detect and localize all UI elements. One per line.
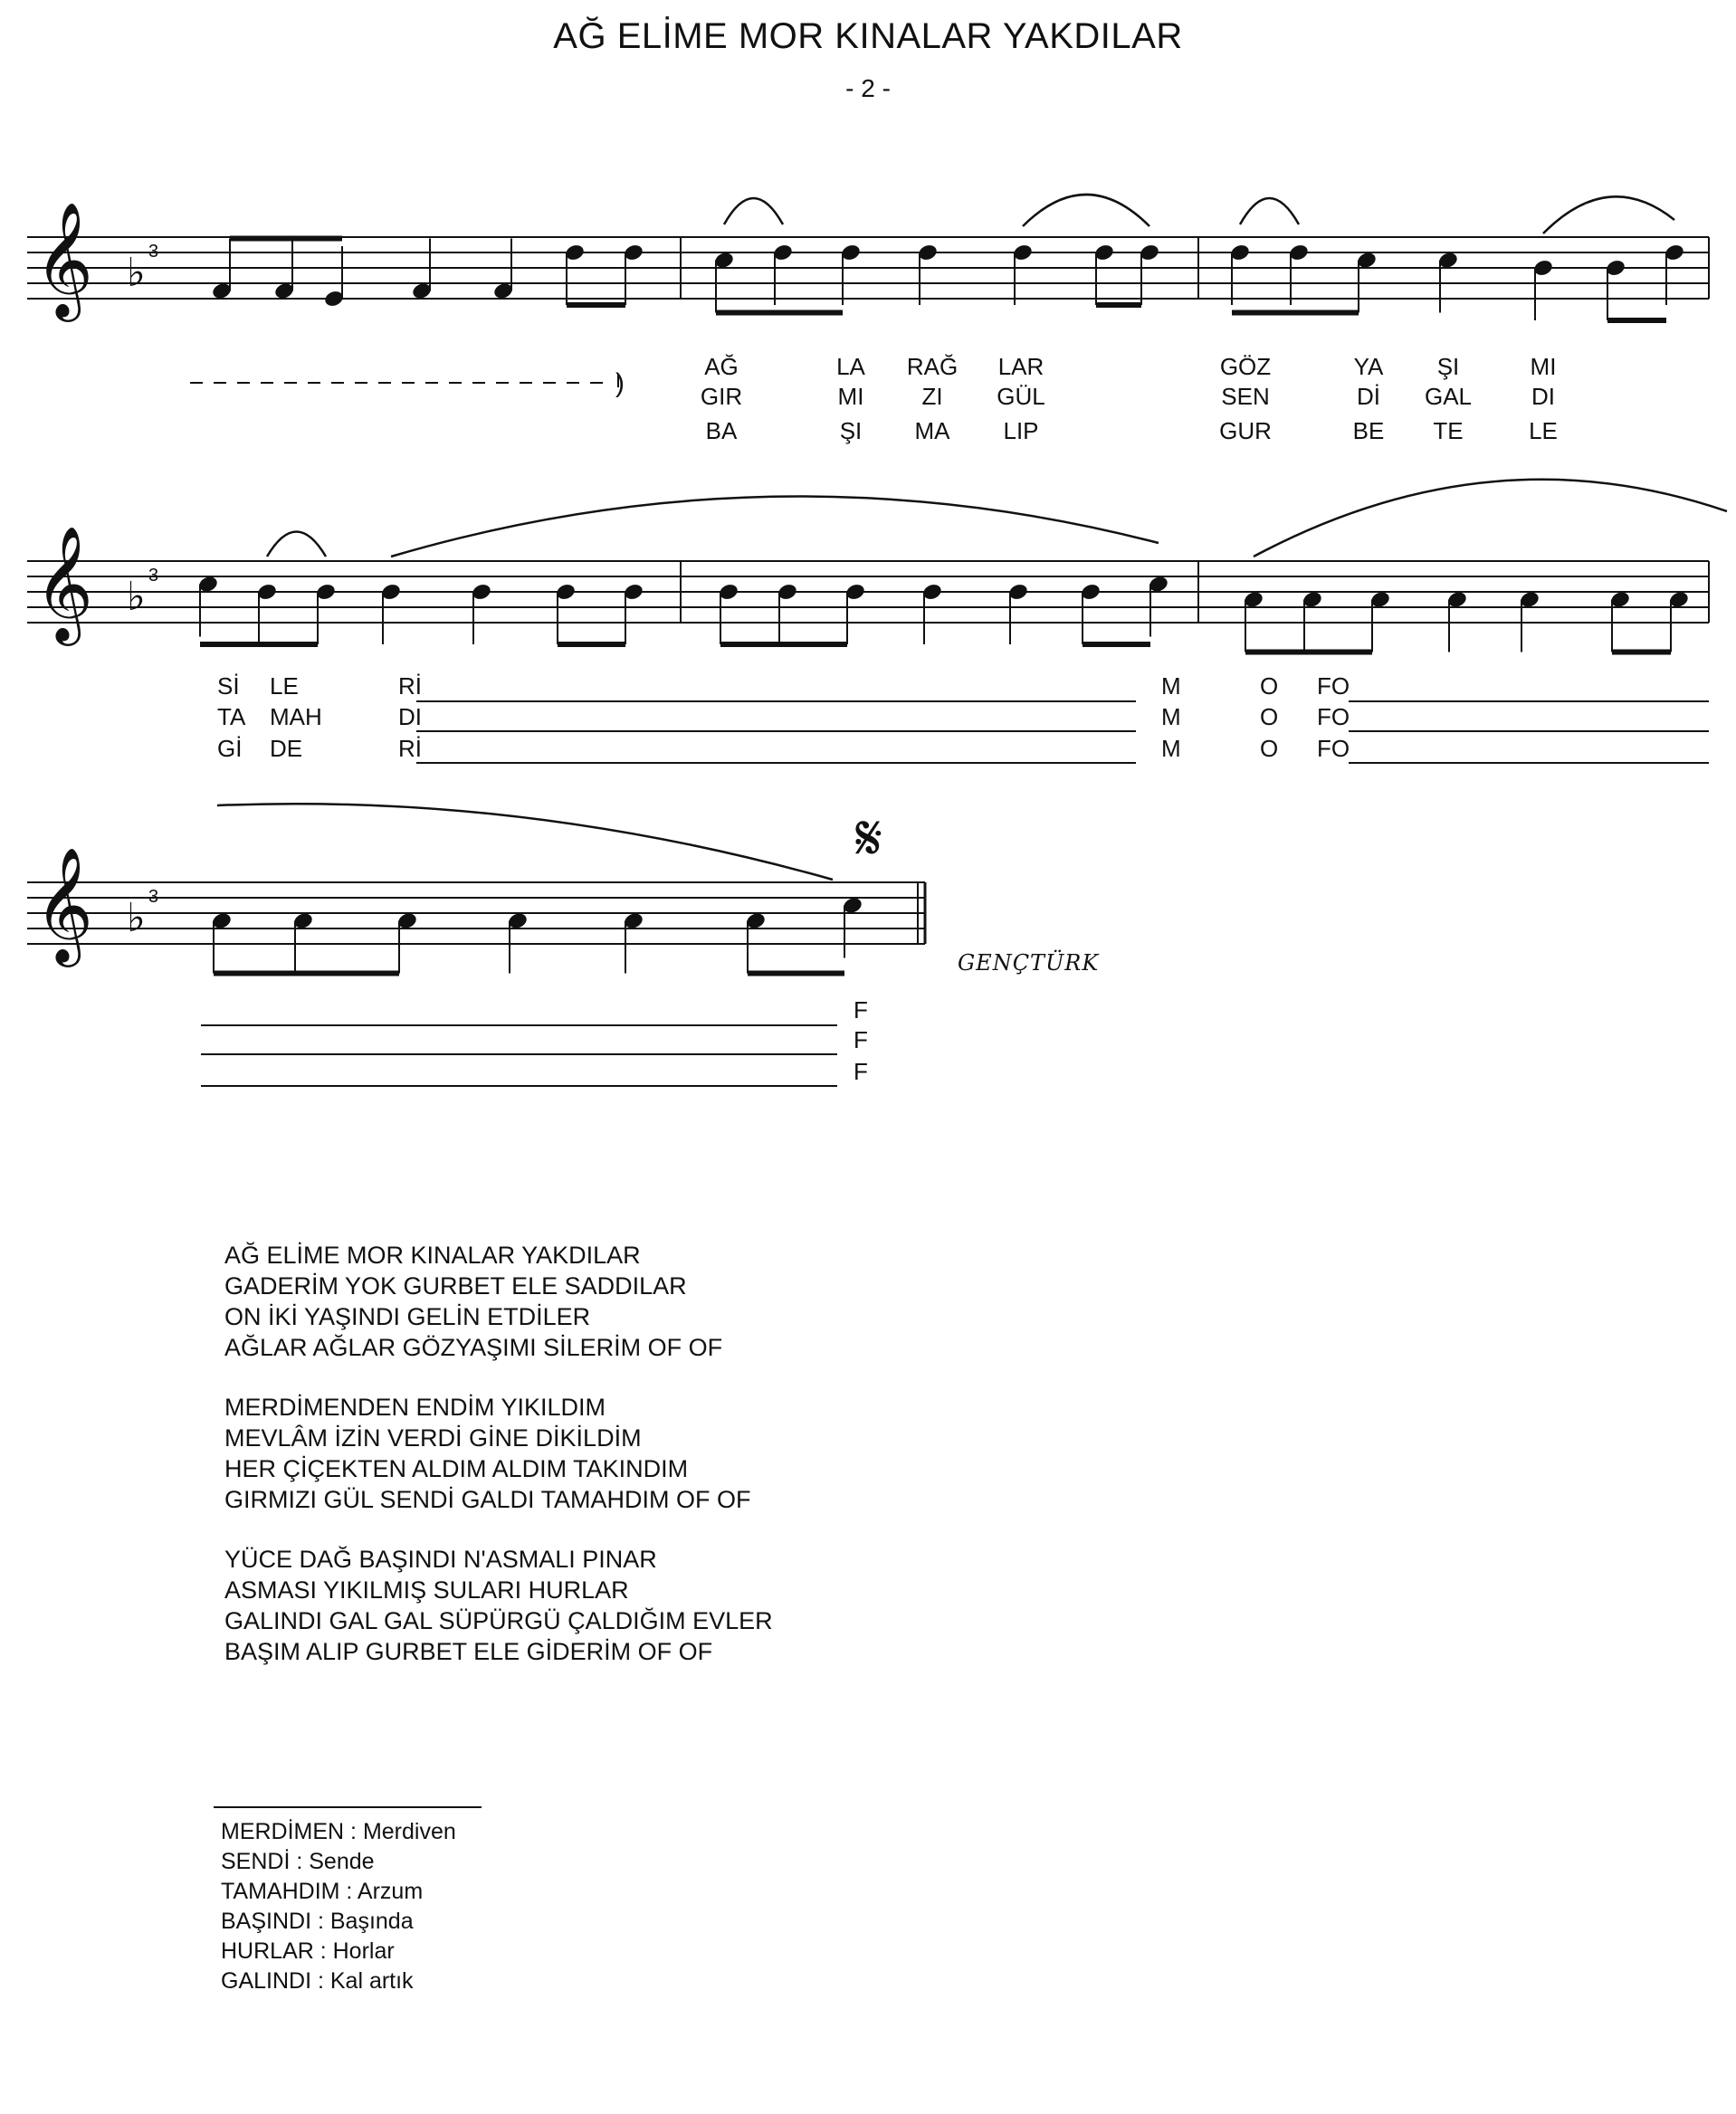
lyric-syllable: GÖZ (1219, 353, 1272, 380)
lyric-syllable: O (1260, 703, 1279, 730)
lyric-syllable: LE (1529, 417, 1558, 444)
lyric-syllable: FO (1317, 735, 1350, 762)
lyric-syllable: M (1161, 672, 1181, 700)
lyric-syllable: M (1161, 735, 1181, 762)
stanza-line: ASMASI YIKILMIŞ SULARI HURLAR (224, 1576, 629, 1604)
lyric-syllable: Rİ (398, 735, 422, 762)
glossary (221, 1817, 456, 1996)
lyric-syllable: TE (1433, 417, 1464, 444)
lyric-syllable: RAĞ (906, 353, 959, 380)
flat-icon: ♭ (127, 250, 146, 296)
stanza-line: BAŞIM ALIP GURBET ELE GİDERİM OF OF (224, 1638, 713, 1665)
lyric-syllable: MI (837, 383, 864, 410)
lyric-syllable: F (854, 996, 868, 1024)
glossary-entry: BAŞINDI : Başında (221, 1909, 414, 1934)
stanza-line: GALINDI GAL GAL SÜPÜRGÜ ÇALDIĞIM EVLER (224, 1607, 773, 1634)
lyric-syllable: GUR (1219, 417, 1272, 444)
lyric-syllable: ŞI (839, 417, 863, 444)
lyric-syllable: DE (270, 735, 303, 762)
lyric-syllable: LIP (1003, 417, 1039, 444)
signature: GENÇTÜRK (958, 950, 1100, 976)
lyric-syllable: LAR (997, 353, 1044, 380)
stanza-line: GADERİM YOK GURBET ELE SADDILAR (224, 1272, 687, 1300)
lyric-syllable: MI (1530, 353, 1557, 380)
lyric-syllable: Sİ (217, 672, 240, 700)
lyric-syllable: TA (217, 703, 246, 730)
lyric-syllable: Gİ (217, 735, 243, 762)
slur (1023, 195, 1149, 226)
stanza-line: YÜCE DAĞ BAŞINDI N'ASMALI PINAR (224, 1546, 657, 1573)
lyric-syllable: GIR (700, 383, 743, 410)
stanza-3 (224, 1544, 773, 1667)
stanza-line: MEVLÂM İZİN VERDİ GİNE DİKİLDİM (224, 1424, 642, 1452)
stanza-2 (224, 1392, 773, 1515)
lyric-syllable: MAH (270, 703, 322, 730)
segno-icon: 𝄋 (855, 801, 883, 875)
lyric-syllable: GAL (1424, 383, 1473, 410)
flat-icon: ♭ (127, 895, 146, 941)
lyric-syllable: BE (1352, 417, 1385, 444)
lyric-syllable: ŞI (1436, 353, 1460, 380)
slur (724, 198, 783, 224)
treble-clef-icon: 𝄞 (34, 201, 94, 317)
glossary-entry: HURLAR : Horlar (221, 1938, 395, 1964)
staff-marker: 3 (148, 566, 159, 586)
lyric-syllable: SEN (1221, 383, 1270, 410)
page-number: - 2 - (845, 74, 891, 102)
song-text (224, 1240, 773, 1696)
stanza-line: GIRMIZI GÜL SENDİ GALDI TAMAHDIM OF OF (224, 1486, 751, 1513)
lyric-syllable: O (1260, 672, 1279, 700)
glossary-entry: SENDİ : Sende (221, 1849, 375, 1874)
stanza-line: MERDİMENDEN ENDİM YIKILDIM (224, 1394, 606, 1421)
lyric-syllable: AĞ (704, 353, 739, 380)
stanza-line: HER ÇİÇEKTEN ALDIM ALDIM TAKINDIM (224, 1455, 689, 1482)
lyric-syllable: Rİ (398, 672, 422, 700)
slur (217, 804, 833, 880)
lyric-syllable: FO (1317, 703, 1350, 730)
stanza-line: ON İKİ YAŞINDI GELİN ETDİLER (224, 1303, 591, 1330)
slur (1254, 480, 1727, 557)
stanza-line: AĞ ELİME MOR KINALAR YAKDILAR (224, 1242, 641, 1269)
staff-marker: 3 (148, 887, 159, 907)
lyric-syllable: YA (1353, 353, 1384, 380)
lyric-syllable: F (854, 1058, 868, 1085)
lyric-syllable: MA (914, 417, 950, 444)
glossary-divider (214, 1806, 482, 1808)
slur (1543, 196, 1674, 233)
slur (1240, 198, 1299, 224)
lyric-syllable: F (854, 1026, 868, 1053)
lyric-syllable: O (1260, 735, 1279, 762)
glossary-entry: MERDİMEN : Merdiven (221, 1819, 456, 1844)
lyric-syllable: Dİ (1357, 383, 1380, 410)
page-title: AĞ ELİME MOR KINALAR YAKDILAR (553, 16, 1183, 56)
lyric-syllable: DI (1531, 383, 1555, 410)
stanza-1 (224, 1240, 773, 1363)
flat-icon: ♭ (127, 574, 146, 620)
lyric-syllable: FO (1317, 672, 1350, 700)
lyric-syllable: GÜL (997, 383, 1045, 410)
treble-clef-icon: 𝄞 (34, 846, 94, 962)
glossary-entry: TAMAHDIM : Arzum (221, 1879, 424, 1904)
treble-clef-icon: 𝄞 (34, 525, 94, 641)
lyric-syllable: LE (270, 672, 299, 700)
closing-paren: ) (615, 368, 625, 398)
staff-marker: 3 (148, 242, 159, 262)
lyric-syllable: LA (836, 353, 865, 380)
slur (391, 497, 1159, 557)
lyric-syllable: ZI (921, 383, 943, 410)
lyric-syllable: M (1161, 703, 1181, 730)
slur (267, 532, 326, 557)
glossary-entry: GALINDI : Kal artık (221, 1968, 414, 1994)
lyric-syllable: BA (705, 417, 738, 444)
stanza-line: AĞLAR AĞLAR GÖZYAŞIMI SİLERİM OF OF (224, 1334, 723, 1361)
lyric-syllable: DI (398, 703, 422, 730)
